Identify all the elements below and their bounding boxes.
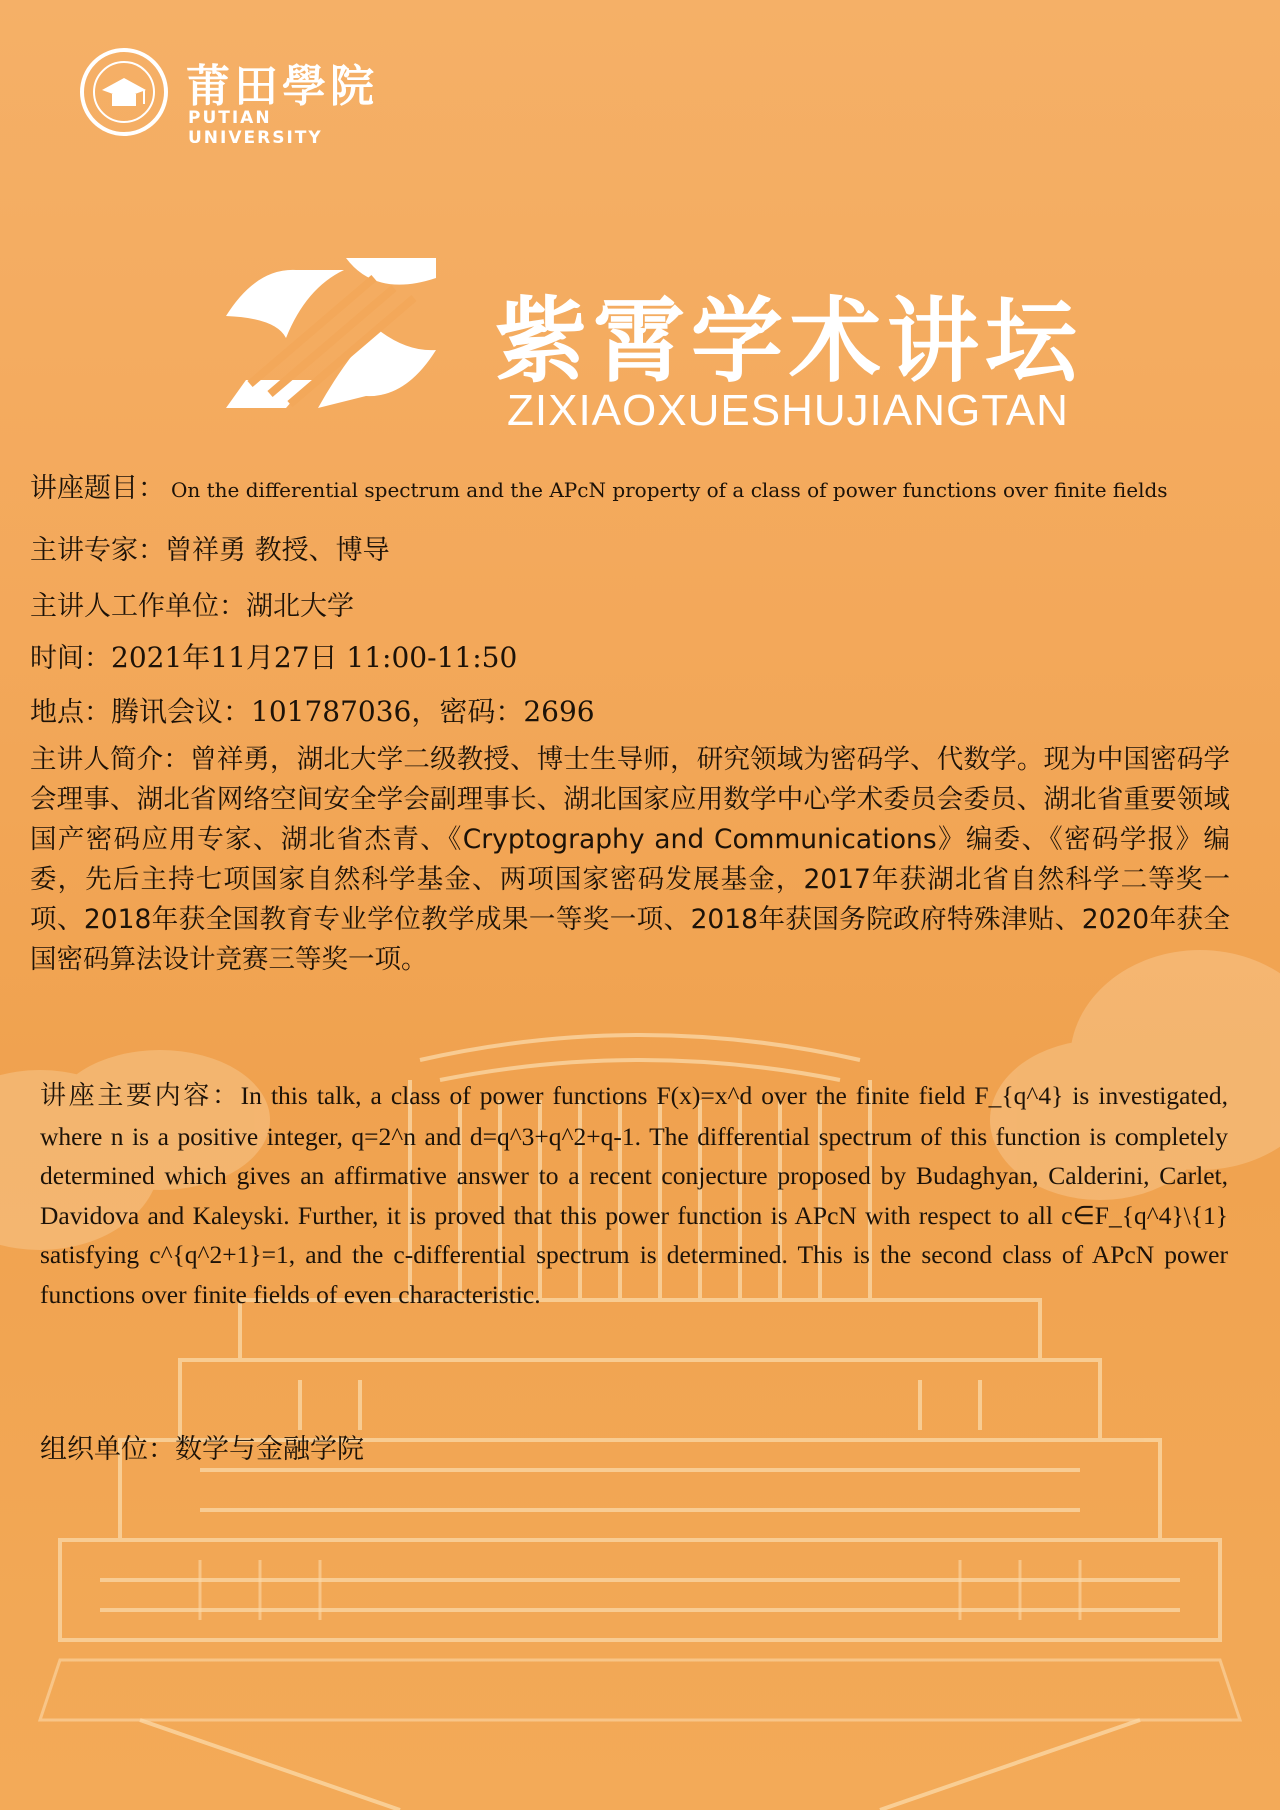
university-seal-icon <box>78 46 170 138</box>
unit-label: 主讲人工作单位： <box>30 591 246 622</box>
forum-title-en: ZIXIAOXUESHUJIANGTAN <box>507 386 1069 435</box>
bio-text: 曾祥勇，湖北大学二级教授、博士生导师，研究领域为密码学、代数学。现为中国密码学会理事、湖北省网络空间安全学会副理事长、湖北国家应用数学中心学术委员会委员、湖北省重要领域国产密码应用专家、湖北省杰青、《Cryptography and Communications》编委、《密码学报》编委，先后主持七项国家自然科学基金、两项国家密码发展基金，2017年获湖北省自然科学二等奖一项、2018年获全国教育专业学位教学成果一等奖一项、2018年获国务院政府特殊津贴、2020年获全国密码算法设计竞赛三等奖一项。 <box>30 744 1231 975</box>
speaker-unit-row <box>30 584 354 623</box>
university-name-en: PUTIAN UNIVERSITY <box>188 108 323 148</box>
speaker-bio <box>30 740 1230 980</box>
place-row <box>30 690 595 730</box>
bio-label: 主讲人简介： <box>30 744 191 775</box>
time-label: 时间： <box>30 643 111 674</box>
lecture-abstract <box>40 1076 1228 1314</box>
topic-value: On the differential spectrum and the APcN property of a class of power functions over finite fields <box>171 478 1168 502</box>
org-value: 数学与金融学院 <box>175 1434 364 1465</box>
abstract-text: In this talk, a class of power functions F(x)=x^d over the finite field F_{q^4} is investigated, where n is a positive integer, q=2^n and d=q^3+q^2+q-1. The differential spectrum of this function is completely determined which gives an affirmative answer to a recent conjecture proposed by Budaghyan, Calderini, Carlet, Davidova and Kaleyski. Further, it is proved that this power function is APcN with respect to all c∈F_{q^4}\{1} satisfying c^{q^2+1}=1, and the c-differential spectrum is determined. This is the second class of APcN power functions over finite fields of even characteristic. <box>40 1081 1228 1309</box>
place-value: 腾讯会议：101787036，密码：2696 <box>111 695 595 728</box>
topic-label: 讲座题目： <box>30 473 165 504</box>
university-name-cn: 莆田學院 <box>186 61 378 112</box>
time-value: 2021年11月27日 11:00-11:50 <box>111 641 518 674</box>
speaker-value: 曾祥勇 教授、博导 <box>165 535 390 566</box>
speaker-row <box>30 528 390 567</box>
university-logo <box>78 46 408 148</box>
time-row <box>30 636 517 676</box>
forum-title-cn: 紫霄学术讲坛 <box>495 288 1084 395</box>
forum-logo-icon <box>226 258 436 408</box>
speaker-label: 主讲专家： <box>30 535 165 566</box>
organizer-row <box>40 1427 364 1466</box>
abstract-label: 讲座主要内容： <box>40 1081 241 1111</box>
unit-value: 湖北大学 <box>246 591 354 622</box>
lecture-topic-row <box>30 466 1168 505</box>
place-label: 地点： <box>30 697 111 728</box>
org-label: 组织单位： <box>40 1434 175 1465</box>
